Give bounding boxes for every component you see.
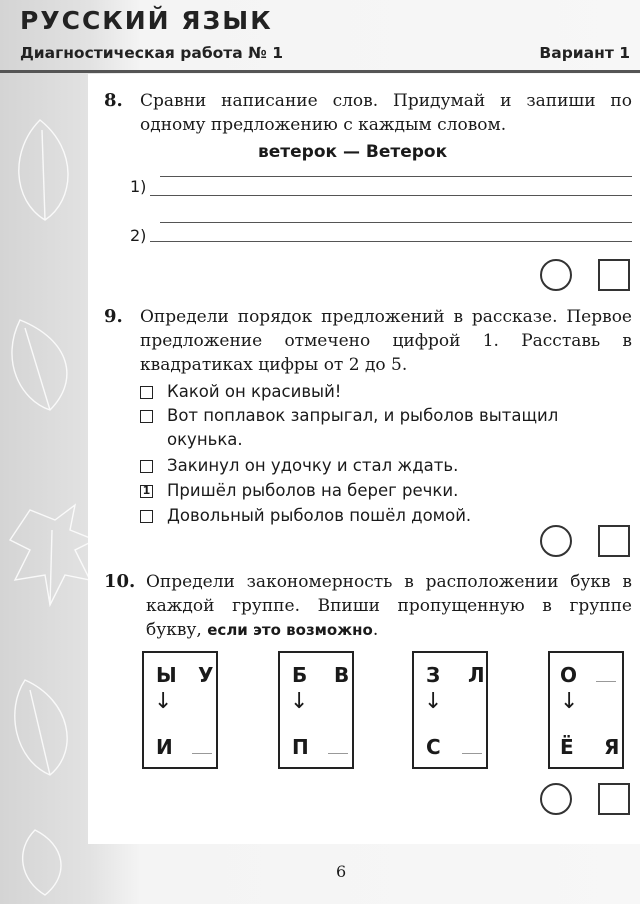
order-checkbox[interactable] bbox=[140, 510, 153, 523]
letter: О bbox=[560, 663, 578, 687]
down-arrow-icon: ↓ bbox=[560, 689, 579, 714]
subject-title: РУССКИЙ ЯЗЫК bbox=[20, 6, 273, 35]
order-checkbox[interactable] bbox=[140, 410, 153, 423]
letter-group-1 bbox=[142, 651, 218, 769]
missing-letter-blank[interactable] bbox=[462, 753, 482, 754]
letter: З bbox=[426, 663, 441, 687]
letter: Б bbox=[292, 663, 308, 687]
question-9-text: Определи порядок предложений в рассказе. Первое предложение отмечено цифрой 1. Расставь в квадратиках цифры от 2 до 5. bbox=[140, 307, 632, 375]
page-number: 6 bbox=[336, 862, 347, 881]
letter-group-3 bbox=[412, 651, 488, 769]
order-checkbox[interactable] bbox=[140, 386, 153, 399]
score-circle[interactable] bbox=[540, 525, 572, 557]
score-square[interactable] bbox=[598, 259, 630, 291]
question-10-text-end: . bbox=[372, 620, 379, 640]
down-arrow-icon: ↓ bbox=[424, 689, 443, 714]
answer-1-line[interactable] bbox=[150, 195, 632, 196]
question-9-number: 9. bbox=[104, 306, 123, 327]
missing-letter-blank[interactable] bbox=[192, 753, 212, 754]
question-10-text-bold: если это возможно bbox=[207, 621, 373, 639]
score-circle[interactable] bbox=[540, 259, 572, 291]
answer-line[interactable] bbox=[160, 222, 632, 223]
missing-letter-blank[interactable] bbox=[328, 753, 348, 754]
letter: Я bbox=[604, 735, 620, 759]
down-arrow-icon: ↓ bbox=[290, 689, 309, 714]
option-text: Пришёл рыболов на берег речки. bbox=[167, 481, 459, 500]
order-checkbox-marked[interactable]: 1 bbox=[140, 485, 153, 498]
option-text: Закинул он удочку и стал ждать. bbox=[167, 456, 459, 475]
score-square[interactable] bbox=[598, 525, 630, 557]
order-checkbox[interactable] bbox=[140, 460, 153, 473]
option-text: Вот поплавок запрыгал, и рыболов вытащил окунька. bbox=[167, 406, 559, 449]
answer-line[interactable] bbox=[160, 176, 632, 177]
letter-group-4 bbox=[548, 651, 624, 769]
letter: Ё bbox=[560, 735, 574, 759]
missing-letter-blank[interactable] bbox=[596, 681, 616, 682]
question-8-number: 8. bbox=[104, 90, 123, 111]
question-10-text bbox=[146, 570, 632, 642]
answer-2-line[interactable] bbox=[150, 241, 632, 242]
leaf-decoration bbox=[0, 60, 100, 900]
question-8-text: Сравни написание слов. Придумай и запиши по одному предложению с каждым словом. bbox=[140, 91, 632, 135]
question-8-words: ветерок — Ветерок bbox=[258, 142, 448, 162]
score-square[interactable] bbox=[598, 783, 630, 815]
letter: И bbox=[156, 735, 173, 759]
option-text: Какой он красивый! bbox=[167, 382, 342, 401]
letter: У bbox=[198, 663, 214, 687]
variant-label: Вариант 1 bbox=[539, 44, 630, 62]
letter: П bbox=[292, 735, 309, 759]
letter: Л bbox=[468, 663, 485, 687]
letter-group-2 bbox=[278, 651, 354, 769]
header-rule bbox=[0, 70, 640, 73]
work-title: Диагностическая работа № 1 bbox=[20, 44, 283, 62]
letter: С bbox=[426, 735, 441, 759]
score-circle[interactable] bbox=[540, 783, 572, 815]
down-arrow-icon: ↓ bbox=[154, 689, 173, 714]
question-10-number: 10. bbox=[104, 571, 136, 592]
letter: Ы bbox=[156, 663, 177, 687]
answer-2-label: 2) bbox=[130, 226, 147, 245]
answer-1-label: 1) bbox=[130, 177, 147, 196]
option-text: Довольный рыболов пошёл домой. bbox=[167, 506, 472, 525]
question-10-text-plain: Определи закономерность в расположении букв в каждой группе. Впиши пропущенную в группе букву, bbox=[146, 572, 632, 640]
letter: В bbox=[334, 663, 350, 687]
